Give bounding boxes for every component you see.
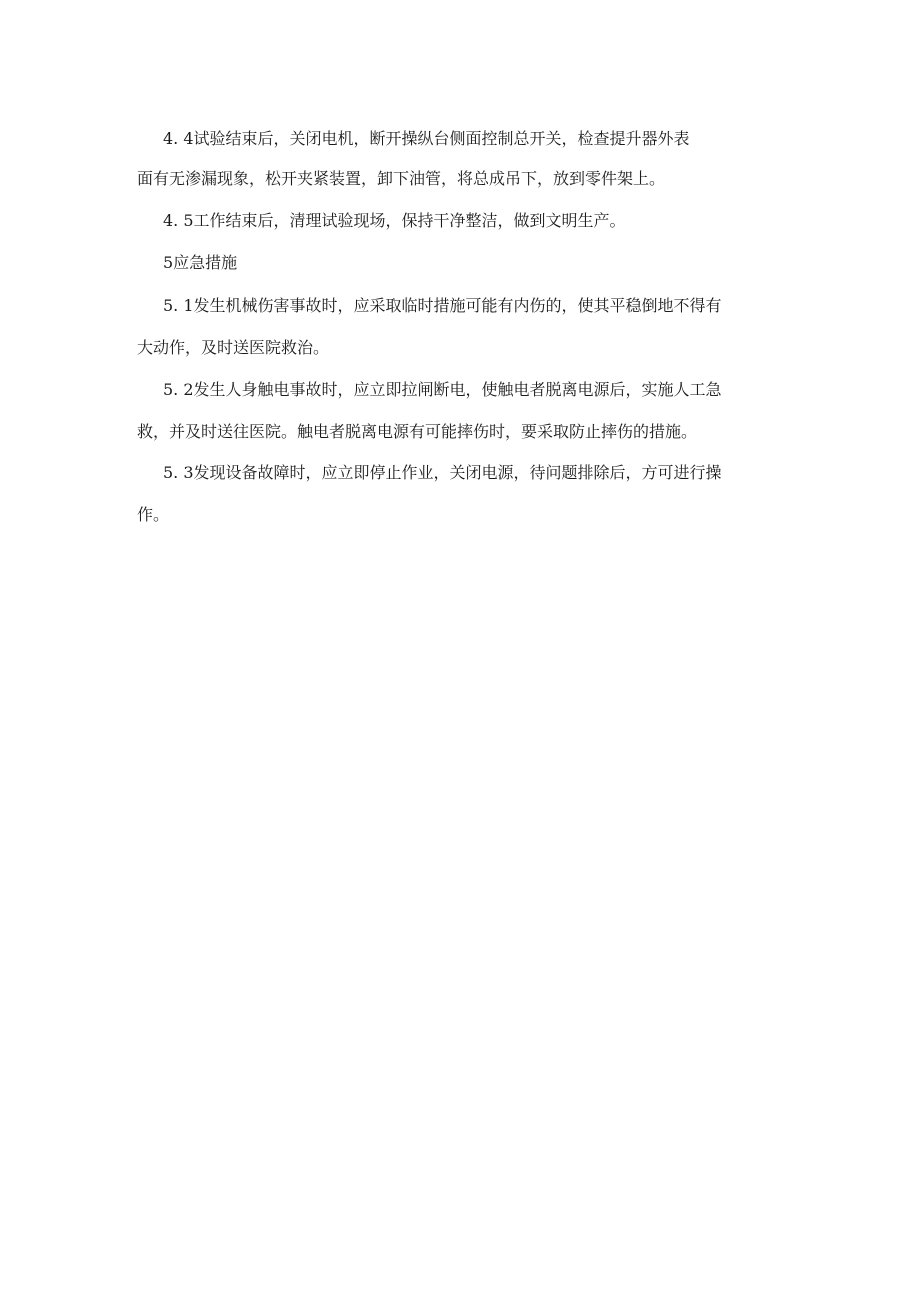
paragraph-5-1-line-2: 大动作，及时送医院救治。 — [137, 338, 330, 357]
paragraph-5-2-line-2: 救，并及时送往医院。触电者脱离电源有可能摔伤时，要采取防止摔伤的措施。 — [137, 422, 698, 441]
paragraph-4-4-line-1: 4. 4试验结束后，关闭电机，断开操纵台侧面控制总开关，检查提升器外表 — [163, 129, 690, 148]
paragraph-5-3-line-1: 5. 3发现设备故障时，应立即停止作业，关闭电源，待问题排除后，方可进行操 — [163, 463, 722, 482]
section-heading-5: 5应急措施 — [163, 253, 238, 272]
paragraph-4-5-line-1: 4. 5工作结束后，清理试验现场，保持干净整洁，做到文明生产。 — [163, 211, 626, 230]
paragraph-5-2-line-1: 5. 2发生人身触电事故时，应立即拉闸断电，使触电者脱离电源后，实施人工急 — [163, 380, 722, 399]
paragraph-5-1-line-1: 5. 1发生机械伤害事故时，应采取临时措施可能有内伤的，使其平稳倒地不得有 — [163, 296, 722, 315]
paragraph-5-3-line-2: 作。 — [137, 505, 170, 524]
paragraph-4-4-line-2: 面有无渗漏现象，松开夹紧装置，卸下油管，将总成吊下，放到零件架上。 — [137, 169, 666, 188]
